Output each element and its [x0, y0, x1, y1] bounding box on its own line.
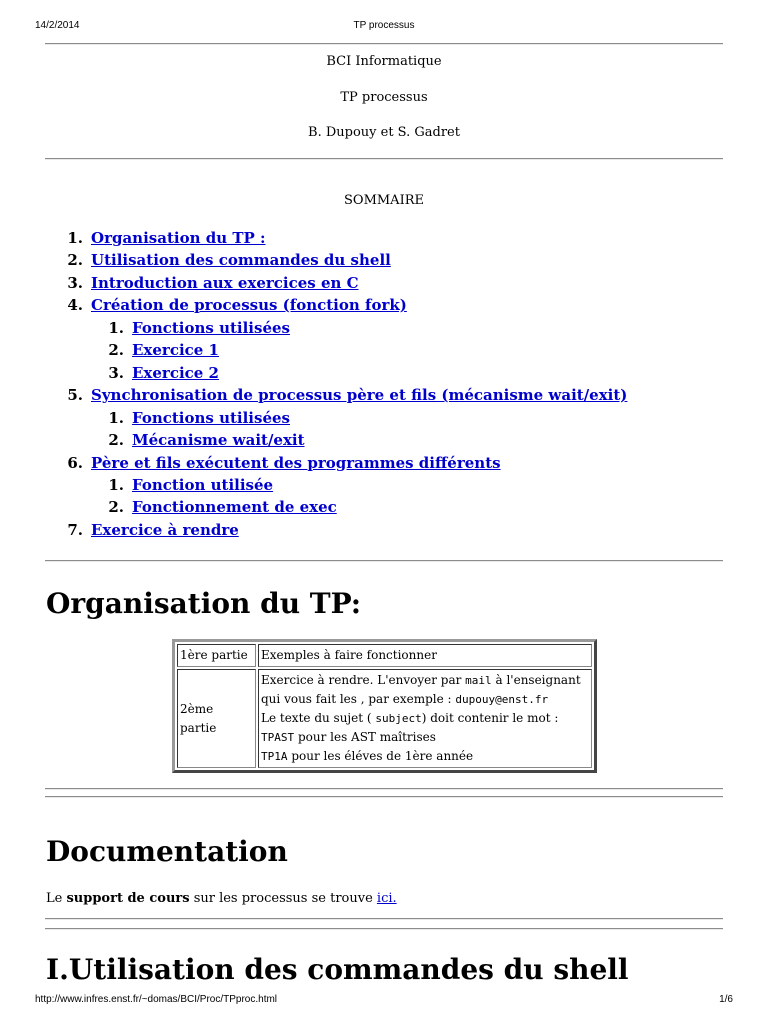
table-cell-part: 2ème partie [177, 669, 256, 768]
section-heading-shell: I.Utilisation des commandes du shell [46, 953, 629, 986]
toc-link-exercice-rendre[interactable]: Exercice à rendre [91, 521, 239, 539]
toc-item: 2. Utilisation des commandes du shell [67, 251, 391, 269]
support-link[interactable]: ici. [376, 891, 397, 906]
toc-subitem: 3. Exercice 2 [108, 364, 219, 382]
toc-link-organisation[interactable]: Organisation du TP : [91, 229, 266, 247]
toc-link-intro-c[interactable]: Introduction aux exercices en C [91, 274, 359, 292]
toc-item: 7. Exercice à rendre [67, 521, 239, 539]
print-header [35, 20, 733, 34]
authors: B. Dupouy et S. Gadret [308, 125, 460, 140]
section-heading-organisation: Organisation du TP: [46, 587, 362, 620]
toc-link-wait-exit[interactable]: Mécanisme wait/exit [132, 431, 305, 449]
toc-subitem: 2. Exercice 1 [108, 341, 219, 359]
toc-link-synchronisation[interactable]: Synchronisation de processus père et fils (mécanisme wait/exit) [91, 386, 628, 404]
toc-item: 6. Père et fils exécutent des programmes différents [67, 454, 501, 472]
print-url: http://www.infres.enst.fr/~domas/BCI/Proc/TPproc.html [35, 994, 278, 1005]
divider [45, 43, 723, 45]
table-cell-text: Exercice à rendre. L'envoyer par mail à l'enseignant qui vous fait les , par exemple : dupouy@enst.fr Le texte du sujet ( subject) doit contenir le mot : TPAST pour les AST maîtrises TP1A pour les éléves de 1ère année [258, 669, 592, 768]
toc-link-exec-function[interactable]: Fonction utilisée [132, 476, 274, 494]
print-page-number: 1/6 [719, 994, 733, 1005]
documentation-paragraph: Le support de cours sur les processus se trouve ici. [46, 891, 397, 906]
toc-link-shell[interactable]: Utilisation des commandes du shell [91, 251, 391, 269]
toc-link-sync-functions[interactable]: Fonctions utilisées [132, 409, 290, 427]
print-title: TP processus [353, 20, 415, 31]
toc-item: 1. Organisation du TP : [67, 229, 266, 247]
table-cell-text: Exemples à faire fonctionner [258, 644, 592, 667]
toc-item: 4. Création de processus (fonction fork) [67, 296, 407, 314]
table-row [177, 669, 592, 768]
divider [45, 158, 723, 160]
section-heading-documentation: Documentation [46, 835, 288, 868]
toc-item: 5. Synchronisation de processus père et fils (mécanisme wait/exit) [67, 386, 628, 404]
divider [45, 560, 723, 562]
toc-item: 3. Introduction aux exercices en C [67, 274, 359, 292]
toc-subitem: 2. Mécanisme wait/exit [108, 431, 305, 449]
divider [45, 788, 723, 790]
print-date: 14/2/2014 [35, 20, 80, 31]
organisation-table [172, 639, 597, 773]
divider [45, 918, 723, 920]
toc-link-fork-functions[interactable]: Fonctions utilisées [132, 319, 290, 337]
toc-link-exercice-2[interactable]: Exercice 2 [132, 364, 219, 382]
toc-link-exercice-1[interactable]: Exercice 1 [132, 341, 219, 359]
divider [45, 796, 723, 798]
toc-subitem: 2. Fonctionnement de exec [108, 498, 337, 516]
toc-heading: SOMMAIRE [344, 193, 424, 208]
doc-title: TP processus [340, 90, 428, 105]
toc-subitem: 1. Fonctions utilisées [108, 409, 290, 427]
org-name: BCI Informatique [326, 54, 442, 69]
divider [45, 928, 723, 930]
toc-link-exec-programs[interactable]: Père et fils exécutent des programmes différents [91, 454, 501, 472]
toc-link-fork[interactable]: Création de processus (fonction fork) [91, 296, 407, 314]
print-footer [35, 994, 733, 1008]
toc-subitem: 1. Fonction utilisée [108, 476, 274, 494]
toc-subitem: 1. Fonctions utilisées [108, 319, 290, 337]
table-cell-part: 1ère partie [177, 644, 256, 667]
table-row [177, 644, 592, 667]
toc-link-exec-workings[interactable]: Fonctionnement de exec [132, 498, 337, 516]
